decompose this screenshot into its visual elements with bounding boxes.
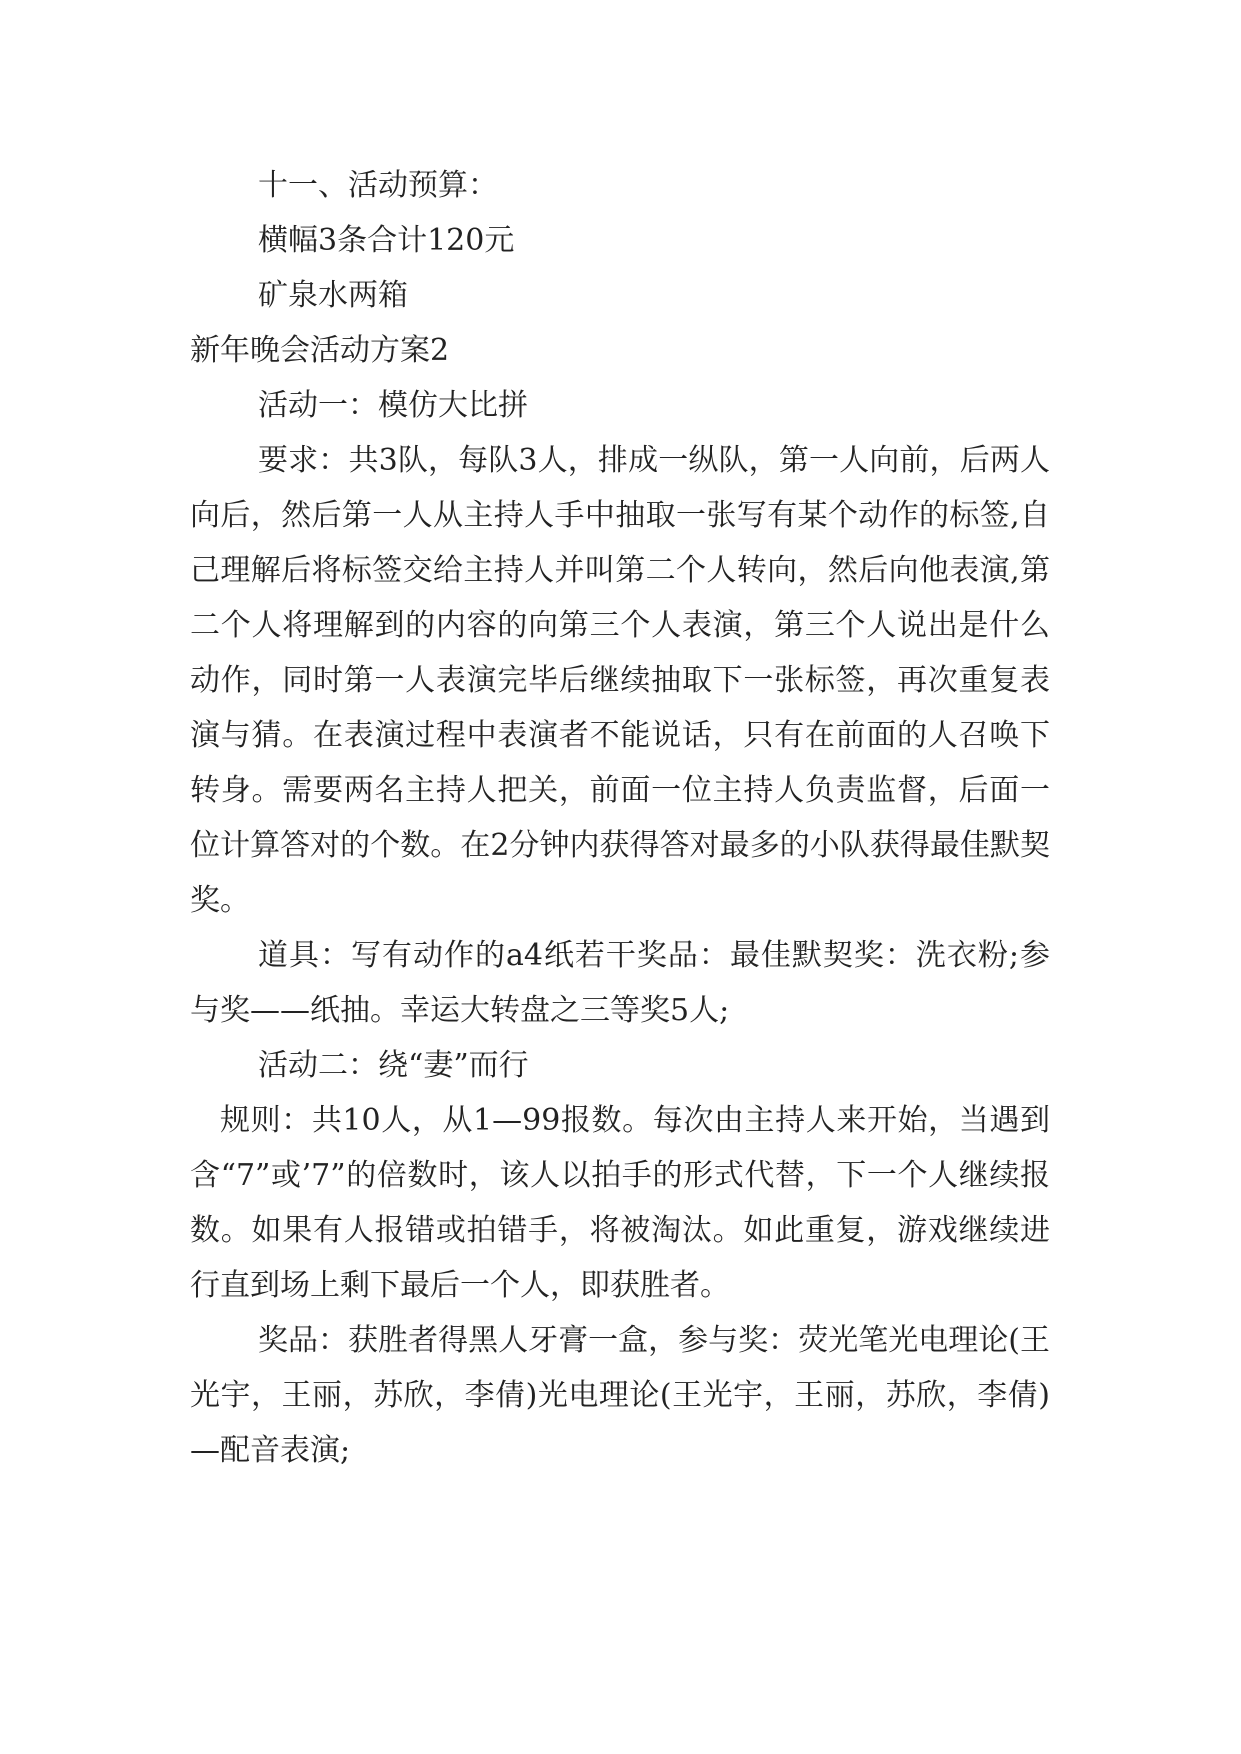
document-body: [190, 158, 1050, 1478]
activity1-props: 道具：写有动作的a4纸若干奖品：最佳默契奖：洗衣粉;参与奖——纸抽。幸运大转盘之三等奖5人;: [190, 938, 1050, 1028]
plan-title: 新年晚会活动方案2: [190, 333, 450, 368]
activity1-requirements: 要求：共3队，每队3人，排成一纵队，第一人向前，后两人向后，然后第一人从主持人手中抽取一张写有某个动作的标签,自己理解后将标签交给主持人并叫第二个人转向，然后向他表演,第二个人将理解到的内容的向第三个人表演，第三个人说出是什么动作，同时第一人表演完毕后继续抽取下一张标签，再次重复表演与猜。在表演过程中表演者不能说话，只有在前面的人召唤下转身。需要两名主持人把关，前面一位主持人负责监督，后面一位计算答对的个数。在2分钟内获得答对最多的小队获得最佳默契奖。: [190, 443, 1050, 918]
budget-item-banner: 横幅3条合计120元: [258, 223, 515, 258]
budget-heading: 十一、活动预算：: [258, 168, 498, 203]
activity1-title: 活动一：模仿大比拼: [258, 388, 528, 423]
budget-item-water: 矿泉水两箱: [258, 278, 408, 313]
activity2-prizes: 奖品：获胜者得黑人牙膏一盒，参与奖：荧光笔光电理论(王光宇，王丽，苏欣，李倩)光电理论(王光宇，王丽，苏欣，李倩)—配音表演;: [190, 1323, 1050, 1468]
activity2-rules: 规则：共10人，从1—99报数。每次由主持人来开始，当遇到含“7”或’7”的倍数时，该人以拍手的形式代替，下一个人继续报数。如果有人报错或拍错手，将被淘汰。如此重复，游戏继续进行直到场上剩下最后一个人，即获胜者。: [190, 1103, 1050, 1303]
activity2-title: 活动二：绕“妻”而行: [258, 1048, 529, 1083]
